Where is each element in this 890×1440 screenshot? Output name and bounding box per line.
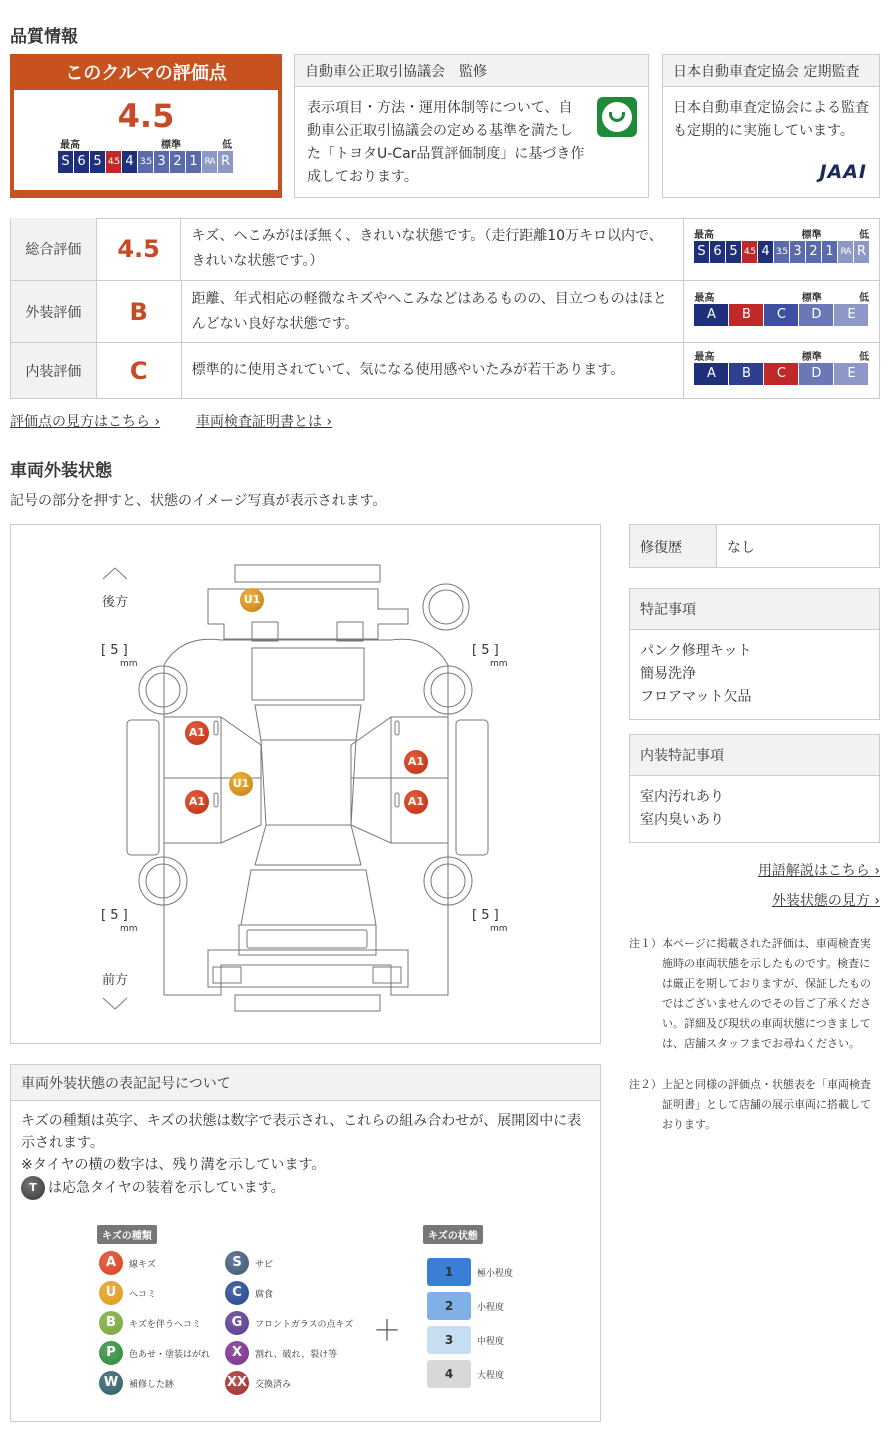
kind-legend-item — [225, 1341, 337, 1365]
tread-unit: mm — [120, 924, 138, 934]
symbols-box — [10, 1064, 601, 1422]
state-symbol: 4 — [427, 1360, 471, 1388]
special-note-item: フロアマット欠品 — [640, 689, 752, 705]
scale-standard-label: 標準 — [801, 293, 822, 304]
rating-row-interior — [10, 343, 880, 399]
damage-mark-a1[interactable]: A1 — [185, 790, 209, 814]
note-number: 注２） — [629, 1078, 662, 1091]
kind-legend-item — [225, 1371, 291, 1395]
symbols-p1: キズの種類は英字、キズの状態は数字で表示され、これらの組み合わせが、展開図中に表示されます。 — [21, 1113, 582, 1151]
car-diagram — [10, 524, 601, 1044]
scale-cell: 1 — [822, 241, 837, 263]
scale-cell: 4 — [122, 151, 137, 173]
exterior-guide-link-label: 外装状態の見方 — [771, 893, 870, 909]
letter-scale — [694, 304, 869, 326]
rating-value: B — [97, 281, 182, 342]
rating-value: C — [97, 343, 182, 398]
score-box — [10, 54, 282, 198]
scale-cell: B — [729, 363, 763, 385]
kind-legend-item — [99, 1251, 156, 1275]
scale-cell: 4 — [758, 241, 773, 263]
certificate-link-label: 車両検査証明書とは — [196, 414, 322, 430]
kind-label: 色あせ・塗装はがれ — [129, 1349, 211, 1360]
scale-cell: D — [799, 304, 833, 326]
scale-standard-label: 標準 — [801, 230, 822, 241]
repair-history-label: 修復歴 — [630, 525, 717, 567]
interior-notes-box — [629, 734, 880, 843]
chevron-right-icon: › — [874, 893, 880, 909]
kind-legend-item — [99, 1371, 174, 1395]
car-outline-svg — [11, 525, 602, 1045]
state-label: 中程度 — [477, 1336, 505, 1347]
interior-notes-title: 内装特記事項 — [630, 735, 879, 776]
scale-standard-label: 標準 — [161, 140, 181, 151]
tread-front-left: [ 5 ] — [101, 908, 128, 923]
damage-mark-a1[interactable]: A1 — [185, 721, 209, 745]
letter-scale — [694, 363, 869, 385]
repair-history-value: なし — [727, 540, 755, 556]
scale-high-label: 最高 — [60, 140, 80, 151]
kind-symbol: U — [99, 1281, 123, 1305]
kind-symbol: G — [225, 1311, 249, 1335]
kind-symbol: X — [225, 1341, 249, 1365]
scale-cell: C — [764, 363, 798, 385]
scale-cell: 6 — [710, 241, 725, 263]
kind-legend-item — [99, 1341, 210, 1365]
scale-cell: S — [694, 241, 709, 263]
score-scale — [58, 151, 234, 173]
scale-low-label: 低 — [858, 352, 869, 363]
kind-symbol: S — [225, 1251, 249, 1275]
state-legend-item — [427, 1360, 504, 1388]
kind-symbol: P — [99, 1341, 123, 1365]
note-number: 注１） — [629, 937, 662, 950]
special-notes-title: 特記事項 — [630, 589, 879, 630]
scale-cell: 3.5 — [138, 151, 153, 173]
scale-cell: E — [834, 304, 868, 326]
scale-standard-label: 標準 — [801, 352, 822, 363]
jaai-logo: JAAI — [819, 161, 867, 183]
rating-desc: 標準的に使用されていて、気になる使用感やいたみが若干あります。 — [182, 343, 685, 398]
scale-cell: 4.5 — [742, 241, 757, 263]
jaai-title: 日本自動車査定協会 定期監査 — [663, 55, 879, 87]
damage-mark-a1[interactable]: A1 — [404, 750, 428, 774]
note-1 — [629, 934, 879, 1054]
state-label: 極小程度 — [477, 1268, 514, 1279]
scale-cell: 3 — [790, 241, 805, 263]
scale-cell: A — [694, 304, 728, 326]
kind-label: サビ — [255, 1259, 274, 1270]
jaai-body: 日本自動車査定協会による監査も定期的に実施しています。 — [673, 100, 869, 139]
chevron-right-icon: › — [154, 414, 161, 430]
note-2 — [629, 1075, 879, 1135]
jaaa-box — [294, 54, 649, 198]
jaaa-body: 表示項目・方法・運用体制等について、自動車公正取引協議会の定める基準を満たした「トヨタU-Car品質評価制度」に基づき作成しております。 — [307, 100, 585, 185]
scale-cell: E — [834, 363, 868, 385]
scale-low-label: 低 — [859, 230, 869, 241]
symbols-p2: ※タイヤの横の数字は、残り溝を示しています。 — [21, 1157, 326, 1173]
tread-rear-left: [ 5 ] — [101, 643, 128, 658]
glossary-link[interactable] — [758, 860, 880, 880]
section-title-quality: 品質情報 — [10, 27, 78, 47]
scale-high-label: 最高 — [694, 293, 715, 304]
spare-tire-icon: T — [21, 1176, 45, 1200]
kind-tag: キズの種類 — [97, 1225, 157, 1244]
scale-cell: RA — [838, 241, 853, 263]
tread-unit: mm — [120, 659, 138, 669]
score-scale — [694, 241, 869, 263]
kind-legend-item — [99, 1311, 201, 1335]
special-note-item: 簡易洗浄 — [640, 666, 696, 682]
overall-score: 4.5 — [117, 97, 175, 135]
interior-note-item: 室内汚れあり — [640, 789, 724, 805]
glossary-link-label: 用語解説はこちら — [757, 863, 870, 879]
scale-high-label: 最高 — [694, 230, 714, 241]
state-legend-item — [427, 1292, 504, 1320]
state-tag: キズの状態 — [423, 1225, 483, 1244]
tread-unit: mm — [490, 924, 508, 934]
state-legend-item — [427, 1258, 513, 1286]
chevron-right-icon: › — [326, 414, 333, 430]
scale-cell: 5 — [726, 241, 741, 263]
kind-label: 補修した跡 — [129, 1379, 175, 1390]
state-legend-item — [427, 1326, 504, 1354]
scale-high-label: 最高 — [694, 352, 715, 363]
scale-cell: S — [58, 151, 73, 173]
scale-cell: 1 — [186, 151, 201, 173]
kind-symbol: A — [99, 1251, 123, 1275]
rating-desc: 距離、年式相応の軽微なキズやへこみなどはあるものの、目立つものはほとんどない良好な状態です。 — [182, 281, 685, 342]
kind-symbol: B — [99, 1311, 123, 1335]
scale-cell: D — [799, 363, 833, 385]
rating-row-exterior — [10, 281, 880, 343]
scale-cell: R — [854, 241, 869, 263]
rating-desc: キズ、へこみがほぼ無く、きれいな状態です。（走行距離10万キロ以内で、きれいな状態です。） — [181, 218, 684, 280]
symbols-title: 車両外装状態の表記記号について — [11, 1065, 600, 1101]
kind-symbol: XX — [225, 1371, 249, 1395]
jaai-box — [662, 54, 880, 198]
score-guide-link[interactable] — [10, 411, 160, 431]
kind-legend-item — [99, 1281, 156, 1305]
jaaa-logo-icon — [597, 97, 637, 137]
scale-cell: 3 — [154, 151, 169, 173]
kind-label: 割れ、破れ、裂け等 — [255, 1349, 338, 1360]
repair-history-box — [629, 524, 880, 568]
special-note-item: パンク修理キット — [640, 643, 752, 659]
section-title-exterior: 車両外装状態 — [10, 461, 112, 481]
note-text: 上記と同様の評価点・状態表を「車両検査証明書」として店舗の展示車両に搭載しております。 — [662, 1078, 871, 1131]
scale-low-label: 低 — [858, 293, 869, 304]
rating-row-overall — [10, 218, 880, 281]
rating-category: 内装評価 — [11, 343, 97, 398]
interior-note-item: 室内臭いあり — [640, 812, 724, 828]
exterior-subtitle: 記号の部分を押すと、状態のイメージ写真が表示されます。 — [10, 493, 387, 509]
state-symbol: 3 — [427, 1326, 471, 1354]
plus-sign: ＋ — [373, 1314, 402, 1347]
kind-label: ヘコミ — [129, 1289, 157, 1300]
chevron-right-icon: › — [874, 863, 880, 879]
special-notes-box — [629, 588, 880, 720]
certificate-link[interactable] — [196, 411, 332, 431]
state-symbol: 2 — [427, 1292, 471, 1320]
kind-legend-item — [225, 1311, 353, 1335]
scale-cell: B — [729, 304, 763, 326]
exterior-guide-link[interactable] — [772, 890, 880, 910]
tread-front-right: [ 5 ] — [472, 908, 499, 923]
symbols-p3: は応急タイヤの装着を示しています。 — [48, 1180, 285, 1196]
rating-value: 4.5 — [97, 218, 182, 280]
scale-cell: C — [764, 304, 798, 326]
damage-mark-a1[interactable]: A1 — [404, 790, 428, 814]
kind-symbol: W — [99, 1371, 123, 1395]
rating-category: 外装評価 — [11, 281, 97, 342]
state-symbol: 1 — [427, 1258, 471, 1286]
scale-cell: 6 — [74, 151, 89, 173]
jaaa-title: 自動車公正取引協議会 監修 — [295, 55, 648, 87]
kind-label: フロントガラスの点キズ — [255, 1319, 354, 1330]
scale-low-label: 低 — [222, 140, 232, 151]
scale-cell: R — [218, 151, 233, 173]
tread-unit: mm — [490, 659, 508, 669]
damage-mark-u1[interactable]: U1 — [229, 772, 253, 796]
scale-cell: 2 — [806, 241, 821, 263]
state-label: 大程度 — [477, 1370, 505, 1381]
kind-label: 線キズ — [129, 1259, 156, 1270]
kind-label: キズを伴うヘコミ — [129, 1319, 201, 1330]
rear-label: 後方 — [102, 595, 129, 610]
state-label: 小程度 — [477, 1302, 505, 1313]
scale-cell: 5 — [90, 151, 105, 173]
scale-cell: 3.5 — [774, 241, 789, 263]
score-box-title: このクルマの評価点 — [65, 63, 227, 84]
scale-cell: 4.5 — [106, 151, 121, 173]
scale-cell: A — [694, 363, 728, 385]
damage-mark-u1[interactable]: U1 — [240, 588, 264, 612]
kind-label: 腐食 — [255, 1289, 274, 1300]
front-label: 前方 — [102, 973, 129, 988]
rating-category: 総合評価 — [11, 218, 97, 280]
kind-legend-item — [225, 1281, 273, 1305]
scale-cell: RA — [202, 151, 217, 173]
kind-legend-item — [225, 1251, 273, 1275]
kind-label: 交換済み — [255, 1379, 292, 1390]
scale-cell: 2 — [170, 151, 185, 173]
note-text: 本ページに掲載された評価は、車両検査実施時の車両状態を示したものです。検査には厳正を期しておりますが、保証したものではございませんのでその旨ご了承ください。詳細及び現状の車両状態につきましては、店舗スタッフまでお尋ねください。 — [662, 937, 871, 1050]
score-guide-link-label: 評価点の見方はこちら — [10, 414, 150, 430]
tread-rear-right: [ 5 ] — [472, 643, 499, 658]
kind-symbol: C — [225, 1281, 249, 1305]
